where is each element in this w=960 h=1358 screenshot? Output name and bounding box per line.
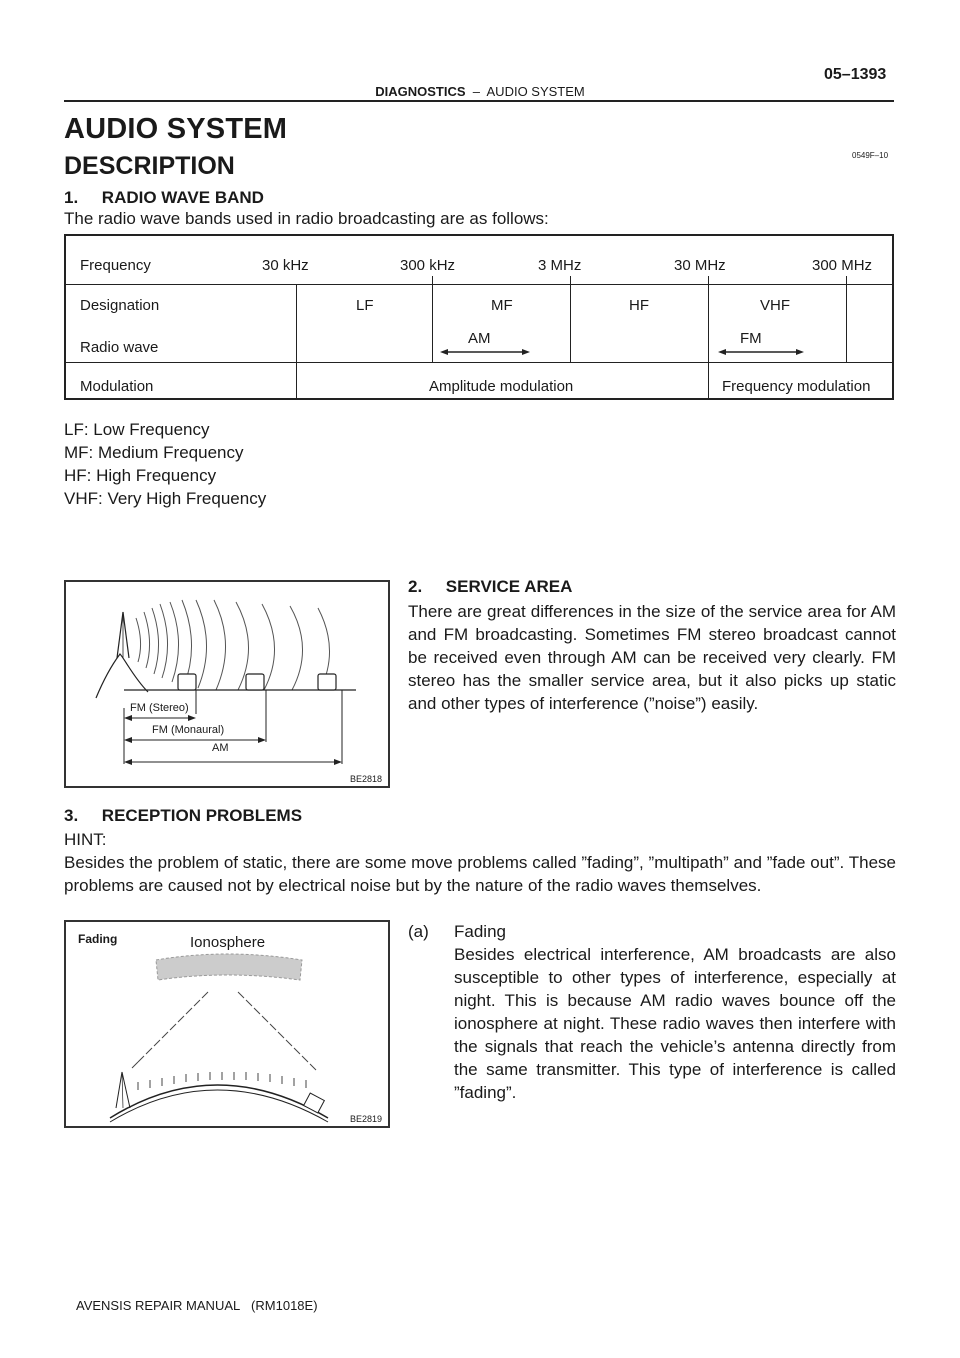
header-rule	[64, 100, 894, 102]
radio-wave-am: AM	[468, 330, 491, 347]
item-a-marker: (a)	[408, 922, 429, 941]
legend-lf: LF: Low Frequency	[64, 420, 210, 439]
section2-heading: 2. SERVICE AREA	[408, 577, 573, 596]
table-vline	[296, 284, 297, 398]
fm-monaural-label: FM (Monaural)	[152, 724, 225, 736]
legend-mf: MF: Medium Frequency	[64, 443, 244, 462]
running-header	[0, 84, 960, 99]
designation-vhf: VHF	[760, 297, 790, 314]
am-label: AM	[212, 742, 229, 754]
row-label-designation: Designation	[80, 297, 160, 314]
modulation-fm: Frequency modulation	[722, 378, 871, 395]
radio-wave-fm: FM	[740, 330, 762, 347]
freq-label: 30 MHz	[674, 257, 726, 274]
designation-hf: HF	[629, 297, 649, 314]
designation-mf: MF	[491, 297, 513, 314]
table-vline	[708, 276, 709, 398]
section1-heading: 1. RADIO WAVE BAND	[64, 188, 264, 207]
fading-tag: Fading	[78, 932, 118, 946]
header-section: DIAGNOSTICS	[375, 84, 466, 99]
table-divider	[66, 284, 892, 285]
freq-label: 300 MHz	[812, 257, 873, 274]
section3-body: Besides the problem of static, there are some move problems called ”fading”, ”multipath” and ”fade out”. These problems are caused not by electrical noise but by the nature of the radio waves themselves.	[64, 853, 896, 895]
section1-intro: The radio wave bands used in radio broadcasting are as follows:	[64, 209, 549, 228]
table-vline	[846, 276, 847, 362]
fading-diagram	[66, 922, 388, 1126]
ionosphere-label: Ionosphere	[190, 934, 266, 951]
row-label-frequency: Frequency	[80, 257, 151, 274]
freq-label: 30 kHz	[262, 257, 309, 274]
freq-label: 300 kHz	[400, 257, 456, 274]
radio-band-table	[64, 234, 894, 400]
item-a-body: Besides electrical interference, AM broadcasts are also susceptible to other types of interference, especially at night. This is because AM radio waves bounce off the ionosphere at night. These radio waves then interfere with the signals that reach the vehicle’s antenna directly from the same transmitter. This type of interference is called ”fading”.	[454, 945, 896, 1102]
row-label-modulation: Modulation	[80, 378, 154, 395]
freq-label: 3 MHz	[538, 257, 582, 274]
page-subtitle: DESCRIPTION	[64, 152, 235, 180]
designation-lf: LF	[356, 297, 374, 314]
table-vline	[570, 276, 571, 362]
item-a-title: Fading	[454, 922, 506, 941]
doc-code: 0549F–10	[852, 151, 889, 160]
header-dash: –	[472, 84, 480, 99]
table-divider	[66, 362, 892, 363]
page-title: AUDIO SYSTEM	[64, 113, 288, 145]
legend-vhf: VHF: Very High Frequency	[64, 489, 267, 508]
fading-figure	[64, 920, 390, 1128]
legend-hf: HF: High Frequency	[64, 466, 217, 485]
am-range-arrow	[440, 346, 530, 358]
figure-code: BE2819	[350, 1114, 383, 1124]
row-label-radio-wave: Radio wave	[80, 339, 159, 356]
section2-body: There are great differences in the size of the service area for AM and FM broadcasting. Sometimes FM stereo broadcast cannot be received even through AM can be received very clearly. FM stereo has the smaller service area, but it also picks up static and other types of interference (”noise”) easily.	[408, 602, 896, 713]
service-area-diagram	[66, 582, 388, 786]
modulation-am: Amplitude modulation	[429, 378, 574, 395]
hint-label: HINT:	[64, 830, 107, 849]
fm-stereo-label: FM (Stereo)	[130, 702, 189, 714]
page-footer: AVENSIS REPAIR MANUAL (RM1018E)	[76, 1298, 318, 1313]
table-vline	[432, 276, 433, 362]
service-area-figure	[64, 580, 390, 788]
figure-code: BE2818	[350, 774, 383, 784]
page-number: 05–1393	[824, 66, 887, 83]
fm-range-arrow	[718, 346, 804, 358]
header-topic: AUDIO SYSTEM	[486, 84, 585, 99]
section3-heading: 3. RECEPTION PROBLEMS	[64, 806, 303, 825]
